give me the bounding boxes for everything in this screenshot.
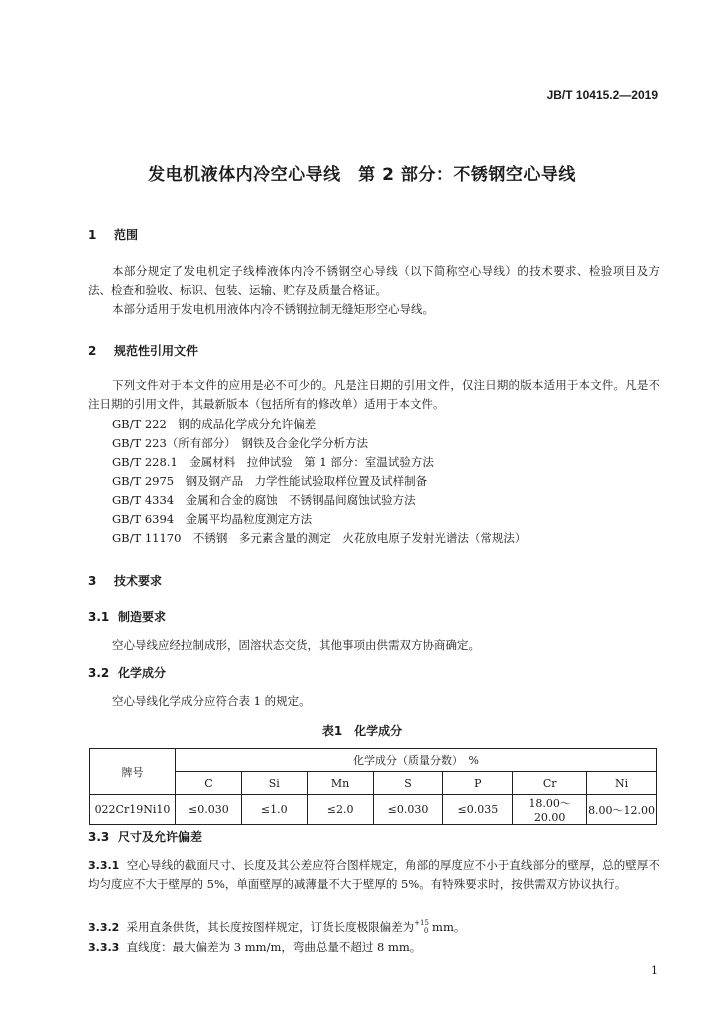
section-title: 制造要求 — [118, 610, 167, 624]
column-header: C — [175, 772, 241, 795]
document-title: 发电机液体内冷空心导线 第 2 部分：不锈钢空心导线 — [148, 165, 576, 185]
section-3-2-heading — [88, 664, 166, 681]
section-3-3-3-paragraph — [88, 938, 421, 957]
section-3-2-text: 空心导线化学成分应符合表 1 的规定。 — [112, 694, 311, 708]
column-header: S — [373, 772, 443, 795]
composition-group-header: 化学成分（质量分数） % — [175, 749, 656, 772]
tolerance-lower: 0 — [423, 927, 429, 935]
section-number: 3.2 — [88, 666, 110, 680]
clause-number: 3.3.1 — [88, 859, 120, 872]
table-cell: 18.00～20.00 — [513, 795, 587, 825]
reference-item: GB/T 11170 不锈钢 多元素含量的测定 火花放电原子发射光谱法（常规法） — [112, 531, 527, 545]
section-2-intro: 下列文件对于本文件的应用是必不可少的。凡是注日期的引用文件，仅注日期的版本适用于本文件。凡是不注日期的引用文件，其最新版本（包括所有的修改单）适用于本文件。 — [88, 378, 660, 411]
section-3-3-2-paragraph — [88, 914, 465, 941]
table-cell: ≤0.030 — [373, 795, 443, 825]
reference-item: GB/T 222 钢的成品化学成分允许偏差 — [112, 417, 317, 431]
chemical-composition-table — [89, 748, 657, 825]
clause-number: 3.3.3 — [88, 941, 120, 954]
column-header: P — [443, 772, 513, 795]
section-1-paragraph-2: 本部分适用于发电机用液体内冷不锈钢拉制无缝矩形空心导线。 — [112, 302, 434, 316]
grade-header: 牌号 — [90, 749, 176, 795]
column-header: Mn — [307, 772, 373, 795]
section-3-1-text: 空心导线应经拉制成形，固溶状态交货，其他事项由供需双方协商确定。 — [112, 638, 480, 652]
section-title: 范围 — [114, 228, 139, 242]
section-3-heading — [88, 572, 162, 589]
section-1-paragraph-1: 本部分规定了发电机定子线棒液体内冷不锈钢空心导线（以下简称空心导线）的技术要求、检验项目及方法、检查和验收、标识、包装、运输、贮存及质量合格证。 — [88, 264, 660, 297]
section-2-heading — [88, 342, 198, 359]
standard-code: JB/T 10415.2—2019 — [546, 88, 658, 102]
column-header: Cr — [513, 772, 587, 795]
reference-item: GB/T 228.1 金属材料 拉伸试验 第 1 部分：室温试验方法 — [112, 455, 434, 469]
table-cell: ≤0.030 — [175, 795, 241, 825]
reference-item: GB/T 2975 钢及钢产品 力学性能试验取样位置及试样制备 — [112, 474, 428, 488]
section-number: 1 — [88, 228, 97, 242]
section-number: 3.3 — [88, 830, 110, 844]
section-1-heading — [88, 226, 138, 243]
table-cell: 8.00～12.00 — [587, 795, 657, 825]
section-title: 技术要求 — [114, 574, 163, 588]
reference-item: GB/T 4334 金属和合金的腐蚀 不锈钢晶间腐蚀试验方法 — [112, 493, 416, 507]
section-3-3-heading — [88, 828, 202, 845]
clause-unit: mm。 — [428, 920, 466, 934]
page-number: 1 — [651, 964, 658, 977]
table-cell: ≤2.0 — [307, 795, 373, 825]
reference-item: GB/T 223（所有部分） 钢铁及合金化学分析方法 — [112, 436, 369, 450]
clause-text: 采用直条供货，其长度按图样规定，订货长度极限偏差为 — [126, 920, 415, 934]
tolerance-upper: +15 — [414, 919, 429, 927]
clause-number: 3.3.2 — [88, 921, 120, 934]
section-3-3-1-paragraph — [88, 856, 660, 894]
section-title: 化学成分 — [118, 666, 167, 680]
table-cell: ≤1.0 — [241, 795, 307, 825]
clause-text: 空心导线的截面尺寸、长度及其公差应符合图样规定，角部的厚度应不小于直线部分的壁厚，总的壁厚不均匀度应不大于壁厚的 5%，单面壁厚的减薄量不大于壁厚的 5%。有特殊要求时，按供需双方协议执行。 — [88, 858, 660, 891]
table-caption: 表1 化学成分 — [321, 724, 403, 738]
grade-cell: 022Cr19Ni10 — [90, 795, 176, 825]
section-number: 3.1 — [88, 610, 110, 624]
section-number: 2 — [88, 344, 97, 358]
section-title: 规范性引用文件 — [114, 344, 199, 358]
section-3-1-heading — [88, 608, 166, 625]
clause-text: 直线度：最大偏差为 3 mm/m，弯曲总量不超过 8 mm。 — [126, 940, 422, 954]
table-row — [90, 795, 657, 825]
section-number: 3 — [88, 574, 97, 588]
column-header: Ni — [587, 772, 657, 795]
reference-item: GB/T 6394 金属平均晶粒度测定方法 — [112, 512, 313, 526]
table-cell: ≤0.035 — [443, 795, 513, 825]
section-title: 尺寸及允许偏差 — [118, 830, 203, 844]
column-header: Si — [241, 772, 307, 795]
